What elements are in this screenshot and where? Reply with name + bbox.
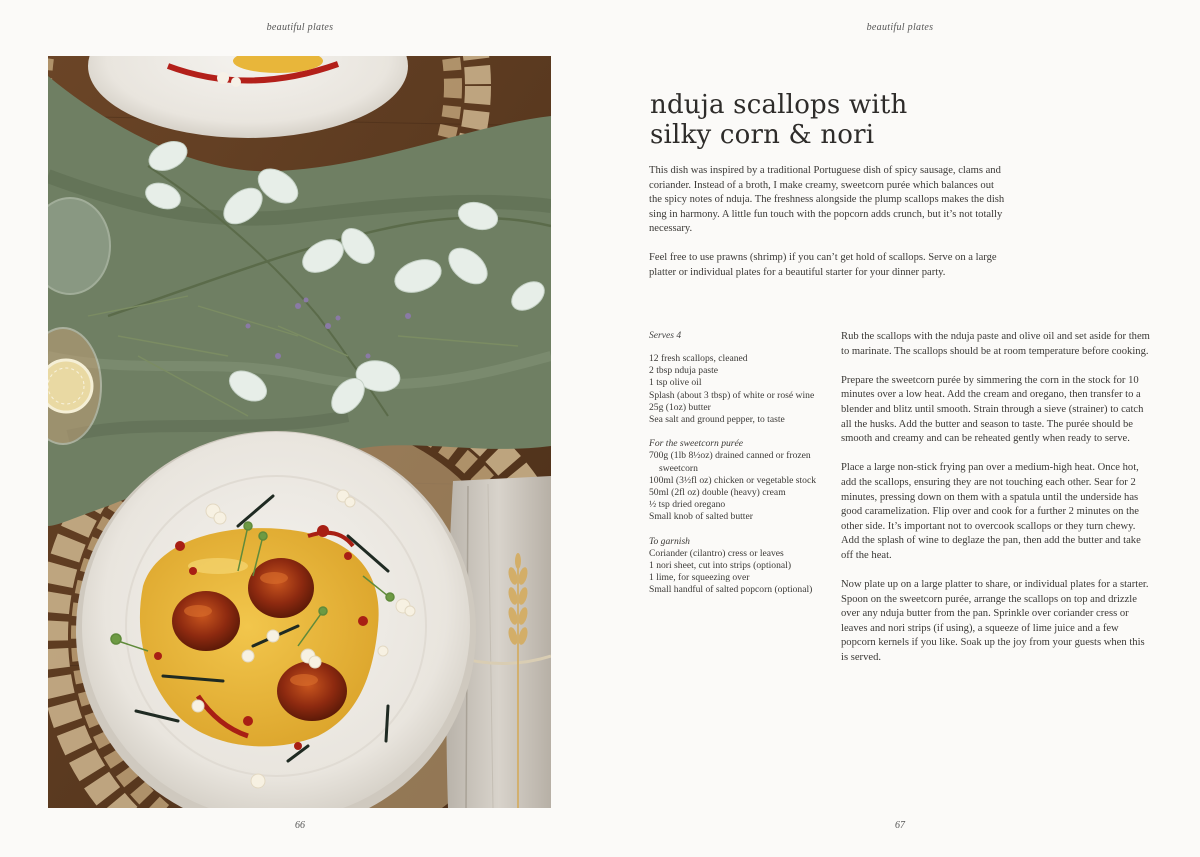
ingredients-garnish — [649, 536, 819, 597]
running-header-right: beautiful plates — [866, 22, 934, 33]
ingredients-list — [649, 353, 819, 609]
serves-label: Serves 4 — [649, 330, 682, 341]
ingredient-group-title: To garnish — [649, 535, 690, 547]
ingredient-group-title: For the sweetcorn purée — [649, 438, 744, 450]
ingredients-main — [649, 353, 819, 426]
intro-paragraph: This dish was inspired by a traditional Portuguese dish of spicy sausage, clams and coriander. Instead of a broth, I make creamy, sweetcorn purée which balances out the spicy notes of nduja. The freshness alongside the plump scallops makes the dish sing in harmony. A little fun touch with the popcorn adds crunch, but it’s not totally necessary. — [649, 165, 1005, 235]
ingredients-puree — [649, 438, 819, 523]
ingredient-item: Small knob of salted butter — [649, 511, 753, 523]
ingredient-item: 1 nori sheet, cut into strips (optional) — [649, 560, 792, 572]
recipe-title-line2: silky corn & nori — [650, 120, 875, 150]
intro-paragraph: Feel free to use prawns (shrimp) if you can’t get hold of scallops. Serve on a large platter or individual plates for a beautiful starter for your dinner party. — [649, 252, 997, 279]
ingredient-item: 100ml (3½fl oz) chicken or vegetable stock — [649, 474, 817, 486]
ingredient-item: 12 fresh scallops, cleaned — [649, 353, 748, 364]
page-number-right: 67 — [895, 820, 905, 831]
ingredient-item: 2 tbsp nduja paste — [649, 365, 719, 377]
method-paragraph: Prepare the sweetcorn purée by simmering the corn in the stock for 10 minutes over a low heat. Add the cream and oregano, then transfer to a blender and blitz until smooth. Strain through a sieve (strainer) to catch all the husks. Add the butter and season to taste. The purée should be smooth and creamy and can be reheated gently when ready to serve. — [841, 374, 1144, 445]
recipe-intro — [649, 164, 1005, 295]
method-paragraph: Place a large non-stick frying pan over a medium-high heat. Once hot, add the scallops, ensuring they are not touching each other. Sear for 2 minutes, pressing down on them with a spatula until the underside has good caramelization. Flip over and cook for a further 2 minutes on the other side. It’s important not to overcook scallops or they turn chewy. Add the splash of wine to deglaze the pan, then add the butter and take off the heat. — [841, 462, 1141, 561]
ingredient-item: Small handful of salted popcorn (optional) — [649, 584, 813, 596]
ingredient-item: 50ml (2fl oz) double (heavy) cream — [649, 487, 786, 499]
scallops-dish-illustration — [48, 56, 551, 808]
recipe-photo — [48, 56, 551, 808]
recipe-title — [650, 90, 970, 150]
ingredient-item: 1 tsp olive oil — [649, 377, 702, 389]
running-header-left: beautiful plates — [266, 22, 334, 33]
right-page — [600, 0, 1200, 857]
recipe-title-line1: nduja scallops with — [650, 90, 908, 120]
page-number-left: 66 — [295, 820, 305, 831]
ingredient-item: Sea salt and ground pepper, to taste — [649, 414, 785, 426]
ingredient-item: 25g (1oz) butter — [649, 401, 711, 413]
method-paragraph: Now plate up on a large platter to share, or individual plates for a starter. Spoon on the sweetcorn purée, arrange the scallops on top and drizzle over any nduja butter from the pan. Sprinkle over coriander cress or leaves and nori strips (if using), a squeeze of lime juice and a few popcorn kernels if you like. Soak up the joy from your guests when this is served. — [841, 579, 1149, 664]
method-steps — [841, 330, 1153, 680]
method-paragraph: Rub the scallops with the nduja paste and olive oil and set aside for them to marinate. The scallops should be at room temperature before cooking. — [841, 331, 1150, 357]
ingredient-item: ½ tsp dried oregano — [649, 499, 726, 511]
ingredient-item: Coriander (cilantro) cress or leaves — [649, 547, 784, 559]
ingredient-item: 700g (1lb 8½oz) drained canned or frozen sweetcorn — [649, 450, 811, 474]
ingredient-item: Splash (about 3 tbsp) of white or rosé wine — [649, 389, 815, 401]
ingredient-item: 1 lime, for squeezing over — [649, 572, 750, 584]
